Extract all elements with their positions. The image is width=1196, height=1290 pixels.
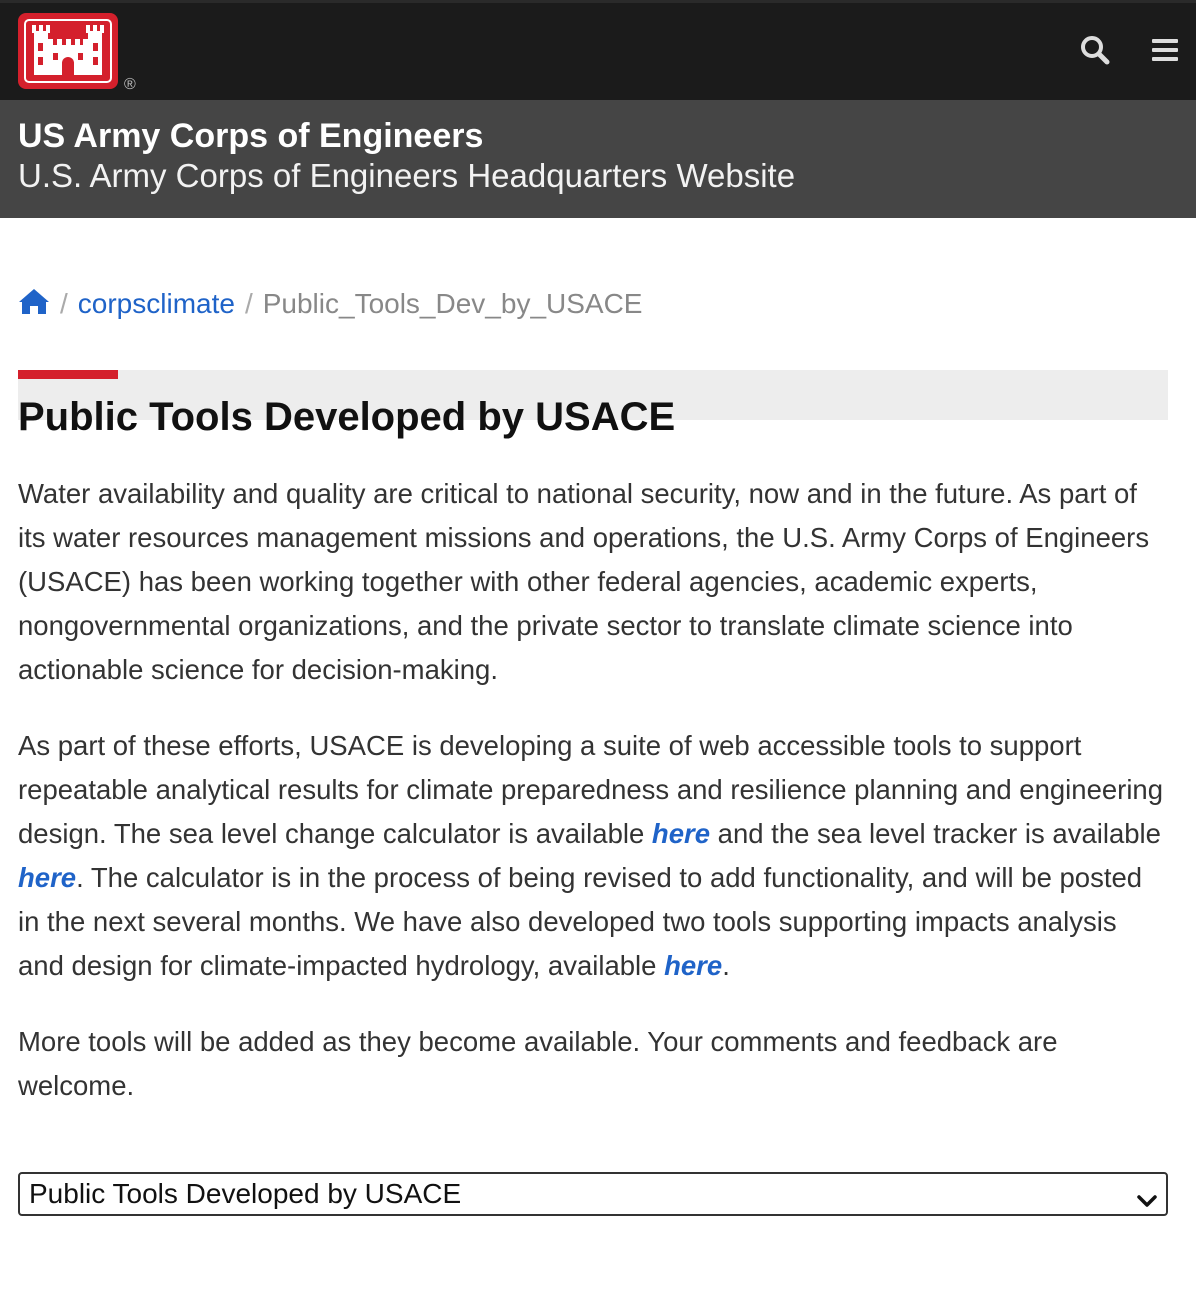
main-content xyxy=(0,286,1196,1216)
hydrology-tools-link[interactable]: here xyxy=(664,950,723,981)
breadcrumb-separator: / xyxy=(244,288,253,319)
intro-paragraph: Water availability and quality are critical to national security, now and in the future. As part of its water resources management missions and operations, the U.S. Army Corps of Engineers (USACE) has been working together with other federal agencies, academic experts, nongovernmental organizations, and the private sector to translate climate science into actionable science for decision-making. xyxy=(18,478,1150,685)
top-navigation-bar xyxy=(0,0,1196,100)
tools-text: . The calculator is in the process of being revised to add functionality, and will be posted in the next several months. We have also developed two tools supporting impacts analysis and design for climate-impacted hydrology, available xyxy=(18,862,1143,981)
usace-logo[interactable] xyxy=(18,13,118,89)
breadcrumb-current: Public_Tools_Dev_by_USACE xyxy=(262,288,643,319)
tools-text: As part of these efforts, USACE is developing a suite of web accessible tools to support repeatable analytical results for climate preparedness and resilience planning and engineering design. The sea level change calculator is available xyxy=(18,730,1164,849)
chevron-down-icon xyxy=(1136,1184,1158,1216)
breadcrumb xyxy=(18,286,1168,322)
registered-mark: ® xyxy=(124,76,136,93)
sea-level-calculator-link[interactable]: here xyxy=(651,818,711,849)
page-select-dropdown[interactable] xyxy=(18,1172,1168,1216)
tools-paragraph xyxy=(18,724,1168,988)
tools-text: and the sea level tracker is available xyxy=(710,818,1161,849)
heading-block xyxy=(18,370,1168,439)
header-actions xyxy=(1078,33,1182,67)
select-value: Public Tools Developed by USACE xyxy=(29,1178,462,1209)
page-title: Public Tools Developed by USACE xyxy=(18,395,676,439)
heading-accent-bar xyxy=(18,370,118,379)
castle-icon xyxy=(28,21,108,81)
tools-text: . xyxy=(722,950,730,981)
breadcrumb-separator: / xyxy=(60,288,68,319)
home-icon[interactable] xyxy=(18,287,50,322)
feedback-paragraph: More tools will be added as they become available. Your comments and feedback are welcome. xyxy=(18,1026,1058,1101)
site-subtitle: U.S. Army Corps of Engineers Headquarters Website xyxy=(18,157,796,194)
site-title[interactable]: US Army Corps of Engineers xyxy=(18,117,484,155)
search-icon[interactable] xyxy=(1078,33,1112,67)
menu-icon[interactable] xyxy=(1148,33,1182,67)
breadcrumb-link-corpsclimate[interactable]: corpsclimate xyxy=(77,288,235,319)
site-title-bar xyxy=(0,100,1196,218)
sea-level-tracker-link[interactable]: here xyxy=(18,862,77,893)
